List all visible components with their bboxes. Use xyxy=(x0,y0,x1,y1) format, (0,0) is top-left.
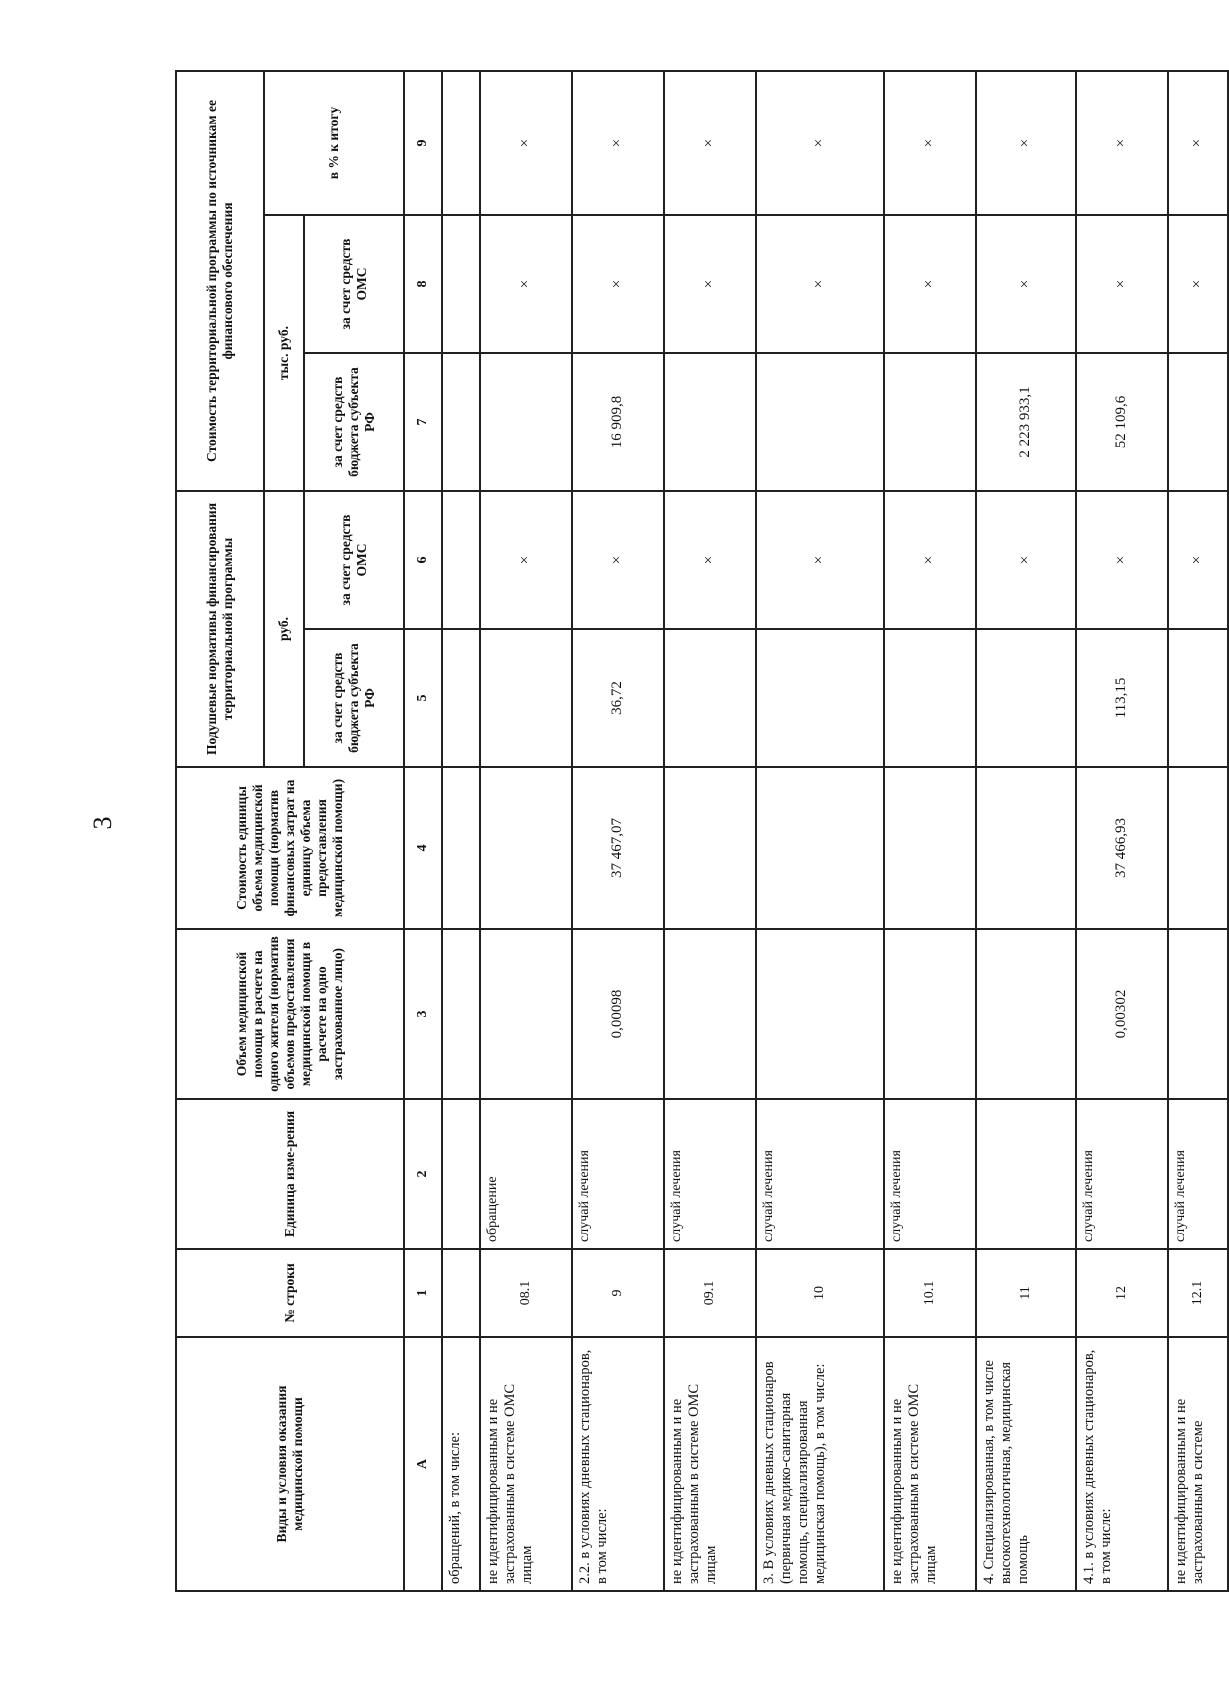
row-norm-oms: × xyxy=(884,491,976,629)
index-cell: 7 xyxy=(404,353,442,491)
row-norm-oms: × xyxy=(756,491,884,629)
row-volume xyxy=(756,929,884,1099)
index-cell: 1 xyxy=(404,1249,442,1337)
index-cell: 8 xyxy=(404,215,442,353)
row-label: 3. В условиях дневных стационаров (первичная медико-санитарная помощь, специализированная медицинская помощь), в том числе: xyxy=(756,1337,884,1591)
row-label: не идентифицированным и не застрахованным в системе ОМС лицам xyxy=(480,1337,572,1591)
row-volume: 0,00302 xyxy=(1076,929,1168,1099)
table-row xyxy=(976,71,1076,1591)
row-norm-oms: × xyxy=(480,491,572,629)
row-label: обращений, в том числе: xyxy=(442,1337,480,1591)
row-norm-budget xyxy=(664,629,756,767)
row-number: 08.1 xyxy=(480,1249,572,1337)
index-cell: 6 xyxy=(404,491,442,629)
header-norms-oms: за счет средств ОМС xyxy=(304,491,404,629)
row-label: 4.1. в условиях дневных стационаров, в том числе: xyxy=(1076,1337,1168,1591)
header-volume: Объем медицинской помощи в расчете на одного жителя (норматив объемов предоставления медицинской помощи в расчете на одно застрахованное лицо) xyxy=(176,929,404,1099)
row-norm-budget xyxy=(1168,629,1228,767)
table-row xyxy=(756,71,884,1591)
row-cost-oms: × xyxy=(480,215,572,353)
row-percent: × xyxy=(1168,71,1228,215)
row-cost-oms: × xyxy=(756,215,884,353)
row-number: 11 xyxy=(976,1249,1076,1337)
row-volume xyxy=(442,929,480,1099)
table-row xyxy=(480,71,572,1591)
row-unit: случай лечения xyxy=(1168,1099,1228,1249)
row-cost-oms: × xyxy=(884,215,976,353)
row-norm-oms: × xyxy=(1168,491,1228,629)
row-percent: × xyxy=(572,71,664,215)
header-unit-cost: Стоимость единицы объема медицинской помощи (норматив финансовых затрат на единицу объема предоставления медицинской помощи) xyxy=(176,767,404,929)
table-row xyxy=(1076,71,1168,1591)
row-norm-budget xyxy=(442,629,480,767)
row-label: 4. Специализированная, в том числе высокотехнологичная, медицинская помощь xyxy=(976,1337,1076,1591)
financing-table xyxy=(175,70,1229,1592)
row-number: 12.1 xyxy=(1168,1249,1228,1337)
row-unit xyxy=(976,1099,1076,1249)
row-volume xyxy=(884,929,976,1099)
row-norm-budget: 36,72 xyxy=(572,629,664,767)
row-cost-budget xyxy=(756,353,884,491)
row-volume xyxy=(1168,929,1228,1099)
row-volume xyxy=(976,929,1076,1099)
row-volume xyxy=(480,929,572,1099)
row-unit: случай лечения xyxy=(572,1099,664,1249)
row-norm-budget xyxy=(480,629,572,767)
row-percent: × xyxy=(884,71,976,215)
row-cost-budget xyxy=(1168,353,1228,491)
row-cost-budget xyxy=(442,353,480,491)
row-unit-cost: 37 466,93 xyxy=(1076,767,1168,929)
row-unit-cost xyxy=(884,767,976,929)
row-norm-oms: × xyxy=(572,491,664,629)
row-norm-budget xyxy=(976,629,1076,767)
row-unit-cost xyxy=(664,767,756,929)
row-norm-oms: × xyxy=(664,491,756,629)
row-unit-cost xyxy=(480,767,572,929)
row-percent: × xyxy=(976,71,1076,215)
header-group-norms: Подушевые нормативы финансирования территориальной программы xyxy=(176,491,264,767)
row-norm-oms: × xyxy=(1076,491,1168,629)
header-norms-unit: руб. xyxy=(264,491,304,767)
table-row xyxy=(442,71,480,1591)
header-cost-unit: тыс. руб. xyxy=(264,215,304,491)
column-index-row xyxy=(404,71,442,1591)
row-number: 12 xyxy=(1076,1249,1168,1337)
header-percent: в % к итогу xyxy=(264,71,404,215)
row-cost-budget xyxy=(664,353,756,491)
index-cell: 2 xyxy=(404,1099,442,1249)
row-number xyxy=(442,1249,480,1337)
row-cost-budget: 52 109,6 xyxy=(1076,353,1168,491)
header-row-number: № строки xyxy=(176,1249,404,1337)
row-unit: случай лечения xyxy=(664,1099,756,1249)
row-cost-budget xyxy=(480,353,572,491)
index-cell: 4 xyxy=(404,767,442,929)
header-norms-budget: за счет средств бюджета субъекта РФ xyxy=(304,629,404,767)
row-percent: × xyxy=(480,71,572,215)
rotated-table-container xyxy=(175,72,1207,1592)
row-unit xyxy=(442,1099,480,1249)
row-number: 9 xyxy=(572,1249,664,1337)
row-cost-oms: × xyxy=(572,215,664,353)
header-types: Виды и условия оказания медицинской помощи xyxy=(176,1337,404,1591)
header-unit: Единица изме-рения xyxy=(176,1099,404,1249)
row-cost-oms: × xyxy=(664,215,756,353)
row-volume xyxy=(664,929,756,1099)
row-norm-oms: × xyxy=(976,491,1076,629)
row-number: 09.1 xyxy=(664,1249,756,1337)
row-percent: × xyxy=(756,71,884,215)
header-cost-oms: за счет средств ОМС xyxy=(304,215,404,353)
row-label: не идентифицированным и не застрахованным в системе ОМС лицам xyxy=(664,1337,756,1591)
row-cost-oms: × xyxy=(976,215,1076,353)
row-cost-budget xyxy=(884,353,976,491)
row-cost-budget: 16 909,8 xyxy=(572,353,664,491)
row-unit: случай лечения xyxy=(884,1099,976,1249)
row-unit: обращение xyxy=(480,1099,572,1249)
row-unit-cost xyxy=(442,767,480,929)
page-number: 3 xyxy=(88,816,117,830)
row-percent xyxy=(442,71,480,215)
header-cost-budget: за счет средств бюджета субъекта РФ xyxy=(304,353,404,491)
row-label: не идентифицированным и не застрахованным в системе ОМС лицам xyxy=(884,1337,976,1591)
row-percent: × xyxy=(664,71,756,215)
row-cost-oms: × xyxy=(1168,215,1228,353)
row-cost-oms xyxy=(442,215,480,353)
row-unit-cost: 37 467,07 xyxy=(572,767,664,929)
row-cost-budget: 2 223 933,1 xyxy=(976,353,1076,491)
row-norm-budget: 113,15 xyxy=(1076,629,1168,767)
table-row xyxy=(664,71,756,1591)
index-cell: А xyxy=(404,1337,442,1591)
table-row xyxy=(572,71,664,1591)
row-unit: случай лечения xyxy=(1076,1099,1168,1249)
row-norm-budget xyxy=(884,629,976,767)
index-cell: 3 xyxy=(404,929,442,1099)
row-number: 10 xyxy=(756,1249,884,1337)
row-cost-oms: × xyxy=(1076,215,1168,353)
index-cell: 5 xyxy=(404,629,442,767)
row-unit-cost xyxy=(976,767,1076,929)
row-label: 2.2. в условиях дневных стационаров, в том числе: xyxy=(572,1337,664,1591)
table-row xyxy=(884,71,976,1591)
row-number: 10.1 xyxy=(884,1249,976,1337)
index-cell: 9 xyxy=(404,71,442,215)
row-volume: 0,00098 xyxy=(572,929,664,1099)
row-unit-cost xyxy=(756,767,884,929)
row-unit-cost xyxy=(1168,767,1228,929)
row-norm-budget xyxy=(756,629,884,767)
row-label: не идентифицированным и не застрахованным в системе xyxy=(1168,1337,1228,1591)
row-unit: случай лечения xyxy=(756,1099,884,1249)
header-group-cost: Стоимость территориальной программы по источникам ее финансового обеспечения xyxy=(176,71,264,491)
row-norm-oms xyxy=(442,491,480,629)
row-percent: × xyxy=(1076,71,1168,215)
table-row xyxy=(1168,71,1228,1591)
